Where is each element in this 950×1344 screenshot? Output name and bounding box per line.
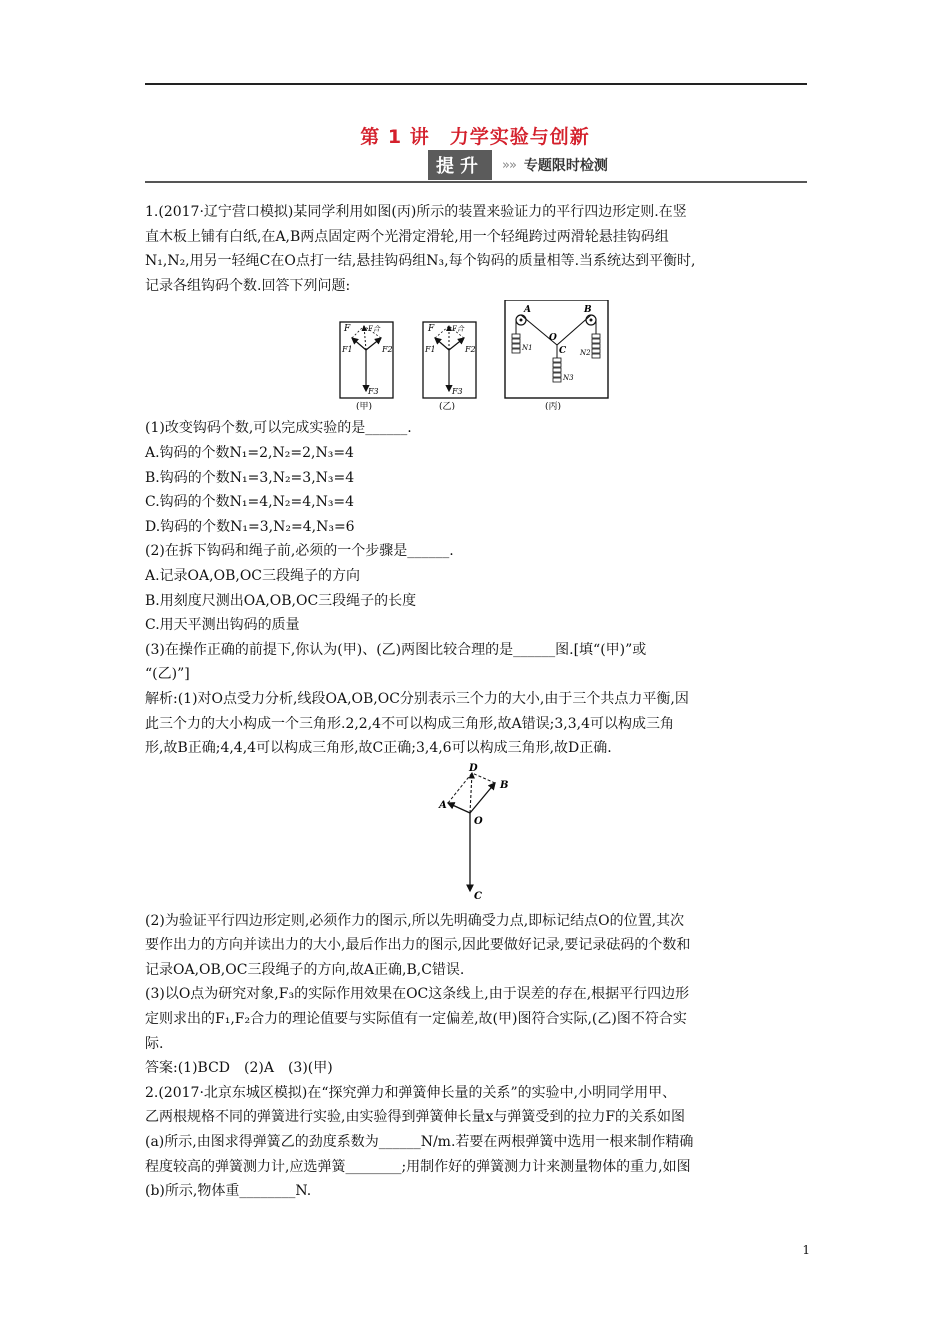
force-f2-arrow <box>366 338 381 350</box>
q1-stem-line: 1.(2017·辽宁营口模拟)某同学利用如图(丙)所示的装置来验证力的平行四边形定则.在竖 <box>145 204 687 220</box>
q2-stem-line: 乙两根规格不同的弹簧进行实验,由实验得到弹簧伸长量x与弹簧受到的拉力F的关系如图 <box>145 1109 686 1126</box>
q1-analysis-line: 要作出力的方向并读出力的大小,最后作出力的图示,因此要做好记录,要记录砝码的个数和 <box>145 937 691 954</box>
force-f2-arrow <box>449 338 464 350</box>
label-o: O <box>549 333 557 344</box>
label-f1: F1 <box>425 345 436 355</box>
figure-experiment-setup <box>145 300 809 410</box>
q2-stem-line: (a)所示,由图求得弹簧乙的劲度系数为______N/m.若要在两根弹簧中选用一根来制作精确 <box>145 1134 694 1151</box>
label-f2: F2 <box>382 345 393 355</box>
label-f: F <box>344 324 351 335</box>
q2-stem-line: 2.(2017·北京东城区模拟)在“探究弹力和弹簧伸长量的关系”的实验中,小明同学用甲、 <box>145 1084 677 1101</box>
q2-stem-line: (b)所示,物体重________N. <box>145 1183 312 1200</box>
label-b: B <box>500 779 509 791</box>
question-1 <box>145 200 809 1081</box>
weights-n3 <box>553 358 561 382</box>
q2-stem-line: 程度较高的弹簧测力计,应选弹簧________;用制作好的弹簧测力计来测量物体的重力,如图 <box>145 1158 691 1175</box>
q1-stem-line: N₁,N₂,用另一轻绳C在O点打一结,悬挂钩码组N₃,每个钩码的质量相等.当系统达到平衡时, <box>145 253 696 270</box>
label-f2: F2 <box>465 345 476 355</box>
label-f1: F1 <box>342 345 353 355</box>
q1-stem-line: 记录各组钩码个数.回答下列问题: <box>145 277 351 294</box>
caption-bing: (丙) <box>545 402 562 411</box>
label-a: A <box>524 305 531 316</box>
q1-analysis-line: 记录OA,OB,OC三段绳子的方向,故A正确,B,C错误. <box>145 961 465 978</box>
q1-analysis-line: (2)为验证平行四边形定则,必须作力的图示,所以先明确受力点,即标记结点O的位置,其次 <box>145 912 685 929</box>
label-n2: N2 <box>580 349 591 358</box>
q1-stem-line: 直木板上铺有白纸,在A,B两点固定两个光滑定滑轮,用一个轻绳跨过两滑轮悬挂钩码组 <box>145 228 669 245</box>
caption-yi: (乙) <box>439 402 456 411</box>
q1-analysis-line: 定则求出的F₁,F₂合力的理论值要与实际值有一定偏差,故(甲)图符合实际,(乙)图不符合实 <box>145 1011 687 1028</box>
caption-jia: (甲) <box>356 402 373 411</box>
label-n1: N1 <box>522 344 533 353</box>
figure-force-triangle <box>145 763 809 903</box>
q1-part1: (1)改变钩码个数,可以完成实验的是______. <box>145 420 412 437</box>
q1-analysis-line: 解析:(1)对O点受力分析,线段OA,OB,OC分别表示三个力的大小,由于三个共点力平衡,因 <box>145 690 689 707</box>
resultant-arrow <box>364 326 366 350</box>
figure-svg <box>145 300 809 410</box>
vector-oa <box>448 803 470 813</box>
q1-analysis-line: (3)以O点为研究对象,F₃的实际作用效果在OC这条线上,由于误差的存在,根据平行四边形 <box>145 986 690 1003</box>
label-f3: F3 <box>452 387 463 397</box>
banner-rule <box>145 181 807 183</box>
q1-part1-option: D.钩码的个数N₁=3,N₂=4,N₃=6 <box>145 518 355 535</box>
weights-n2 <box>592 334 600 358</box>
q1-analysis-line: 际. <box>145 1035 164 1052</box>
q1-part1-option: A.钩码的个数N₁=2,N₂=2,N₃=4 <box>145 444 354 461</box>
question-2 <box>145 1081 809 1204</box>
label-c: C <box>559 346 567 357</box>
q1-part1-option: C.钩码的个数N₁=4,N₂=4,N₃=4 <box>145 494 355 511</box>
vector-ob <box>470 783 495 813</box>
label-c: C <box>474 890 482 902</box>
q1-analysis-line: 形,故B正确;4,4,4可以构成三角形,故C正确;3,4,6可以构成三角形,故D正确. <box>145 740 612 757</box>
q1-part2-option: B.用刻度尺测出OA,OB,OC三段绳子的长度 <box>145 592 417 609</box>
weights-n1 <box>512 334 520 353</box>
label-f-he: F合 <box>452 325 464 334</box>
figure-svg <box>145 763 809 903</box>
figure-bing <box>505 300 608 410</box>
force-f1-arrow <box>352 338 366 350</box>
q1-part3: “(乙)”] <box>145 666 190 683</box>
label-f: F <box>428 324 435 335</box>
label-o: O <box>474 815 483 827</box>
q1-part2-option: C.用天平测出钩码的质量 <box>145 617 300 634</box>
figure-jia <box>340 322 393 410</box>
page-number: 1 <box>802 1243 810 1257</box>
q1-analysis-line: 此三个力的大小构成一个三角形.2,2,4不可以构成三角形,故A错误;3,3,4可以构成三角 <box>145 715 674 732</box>
q1-answer: 答案:(1)BCD (2)A (3)(甲) <box>145 1060 333 1077</box>
vector-od <box>470 773 472 813</box>
label-d: D <box>469 762 478 774</box>
document-body <box>145 200 809 1204</box>
label-f3: F3 <box>368 387 379 397</box>
figure-yi <box>423 322 476 410</box>
section-banner <box>428 150 608 180</box>
force-f1-arrow <box>435 338 449 350</box>
double-chevron-icon: »» <box>502 157 516 173</box>
label-n3: N3 <box>563 374 574 383</box>
label-f-he: F合 <box>368 325 380 334</box>
header-rule <box>145 83 807 85</box>
label-a: A <box>439 799 447 811</box>
page-title: 第 1 讲 力学实验与创新 <box>360 126 590 148</box>
banner-label: 提升 <box>428 150 492 180</box>
q1-part3: (3)在操作正确的前提下,你认为(甲)、(乙)两图比较合理的是______图.[填“(甲)”或 <box>145 641 647 658</box>
label-b: B <box>584 305 592 316</box>
q1-part2-option: A.记录OA,OB,OC三段绳子的方向 <box>145 567 361 584</box>
q1-part2: (2)在拆下钩码和绳子前,必须的一个步骤是______. <box>145 543 454 560</box>
q1-part1-option: B.钩码的个数N₁=3,N₂=3,N₃=4 <box>145 469 355 486</box>
banner-subtitle: 专题限时检测 <box>523 158 608 174</box>
